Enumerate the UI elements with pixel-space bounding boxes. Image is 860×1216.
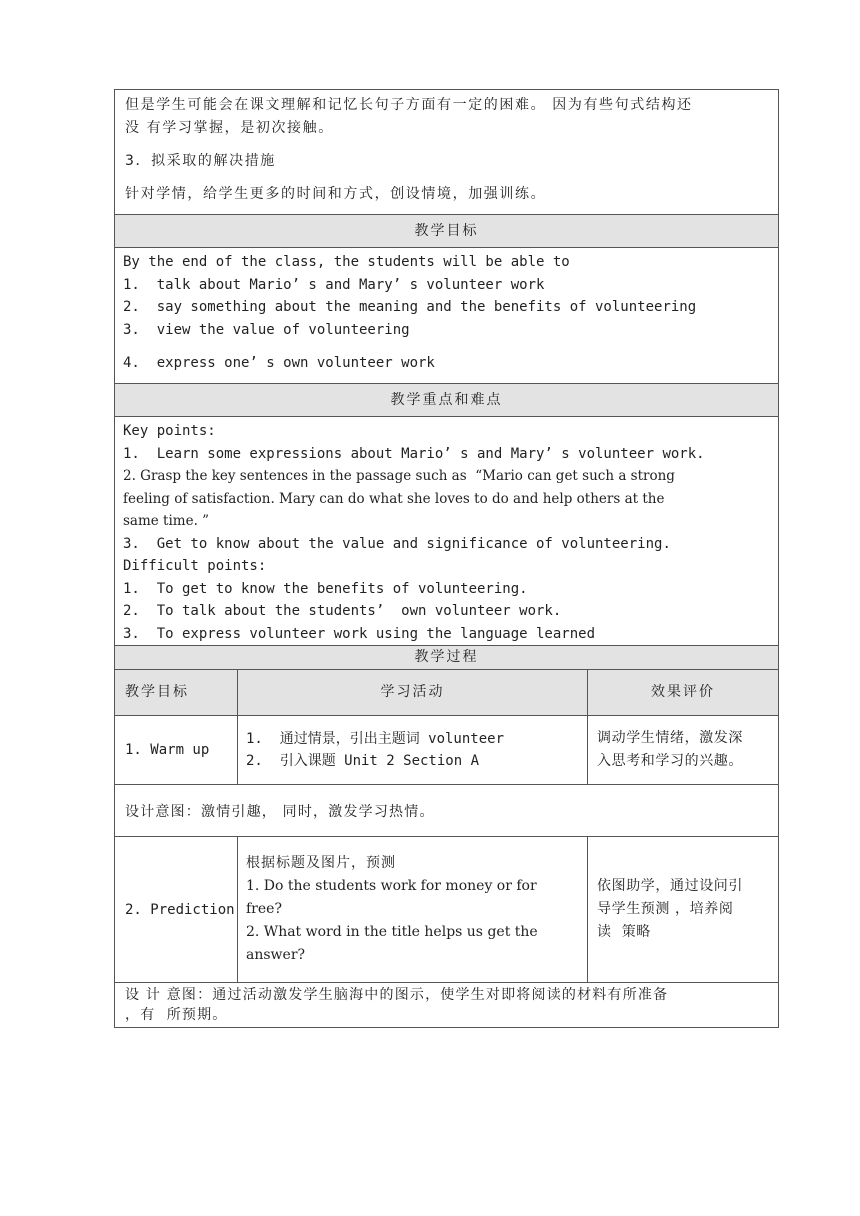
evaluation-line: 入思考和学习的兴趣。 [597, 753, 743, 769]
activity-line: 1. 通过情景，引出主题词 volunteer [246, 731, 505, 747]
evaluation-line: 调动学生情绪，激发深 [597, 730, 743, 746]
col-header-activity: 学习活动 [238, 670, 588, 716]
key-points-label: Key points: [123, 423, 216, 439]
design-intent-1: 设计意图：激情引趣， 同时，激发学习热情。 [115, 785, 779, 837]
goal-prediction: 2. Prediction [115, 837, 238, 983]
design-intent-2 [115, 983, 779, 1028]
difficult-point: 1. To get to know the benefits of volunteering. [123, 580, 528, 597]
solution-heading: 3．拟采取的解决措施 [125, 153, 276, 169]
objective-item: 4. express one’ s own volunteer work [123, 355, 435, 371]
key-point-cont: feeling of satisfaction. Mary can do what she loves to do and help others at the [123, 490, 665, 507]
intro-line-1: 但是学生可能会在课文理解和记忆长句子方面有一定的困难。 因为有些句式结构还 [125, 97, 693, 113]
goal-warm-up: 1. Warm up [115, 716, 238, 785]
keypoints-header: 教学重点和难点 [115, 384, 779, 417]
activity-line: free? [246, 901, 282, 917]
objectives-lead: By the end of the class, the students will be able to [123, 254, 570, 270]
difficult-point: 3. To express volunteer work using the language learned [123, 625, 596, 642]
difficult-points-label: Difficult points: [123, 558, 267, 574]
activity-prediction [238, 837, 588, 983]
design-intent-line: 设 计 意图：通过活动激发学生脑海中的图示，使学生对即将阅读的材料有所准备 [125, 987, 669, 1003]
activity-line: 根据标题及图片，预测 [246, 855, 396, 871]
key-point: 2. Grasp the key sentences in the passage such as “Mario can get such a strong [123, 468, 675, 484]
evaluation-warm-up [588, 716, 779, 785]
solution-text: 针对学情，给学生更多的时间和方式，创设情境，加强训练。 [125, 186, 547, 202]
objective-item: 1. talk about Mario’ s and Mary’ s volunteer work [123, 276, 545, 293]
activity-line: 1. Do the students work for money or for [246, 878, 537, 894]
objective-item: 3. view the value of volunteering [123, 321, 410, 338]
objective-item: 2. say something about the meaning and the benefits of volunteering [123, 299, 697, 315]
key-point: 1. Learn some expressions about Mario’ s and Mary’ s volunteer work. [123, 445, 705, 462]
lesson-plan-page [114, 89, 778, 1028]
activity-line: answer? [246, 947, 306, 963]
evaluation-prediction [588, 837, 779, 983]
difficult-point: 2. To talk about the students’ own volunteer work. [123, 603, 562, 619]
process-header: 教学过程 [115, 646, 779, 670]
design-intent-line: ，有 所预期。 [125, 1007, 228, 1023]
keypoints-cell [115, 417, 779, 646]
col-header-goal: 教学目标 [115, 670, 238, 716]
activity-line: 2. 引入课题 Unit 2 Section A [246, 753, 480, 769]
evaluation-line: 依图助学，通过设问引 [597, 878, 743, 894]
evaluation-line: 导学生预测 ，培养阅 [597, 901, 734, 917]
learner-analysis-cell [115, 90, 779, 215]
activity-warm-up [238, 716, 588, 785]
evaluation-line: 读 策略 [597, 924, 651, 940]
activity-line: 2. What word in the title helps us get the [246, 924, 538, 940]
intro-line-2: 没 有学习掌握，是初次接触。 [125, 120, 334, 136]
key-point-cont: same time. ” [123, 513, 210, 529]
objectives-header: 教学目标 [115, 215, 779, 248]
col-header-evaluation: 效果评价 [588, 670, 779, 716]
objectives-cell [115, 248, 779, 384]
lesson-plan-table [114, 89, 779, 1028]
key-point: 3. Get to know about the value and significance of volunteering. [123, 535, 671, 552]
